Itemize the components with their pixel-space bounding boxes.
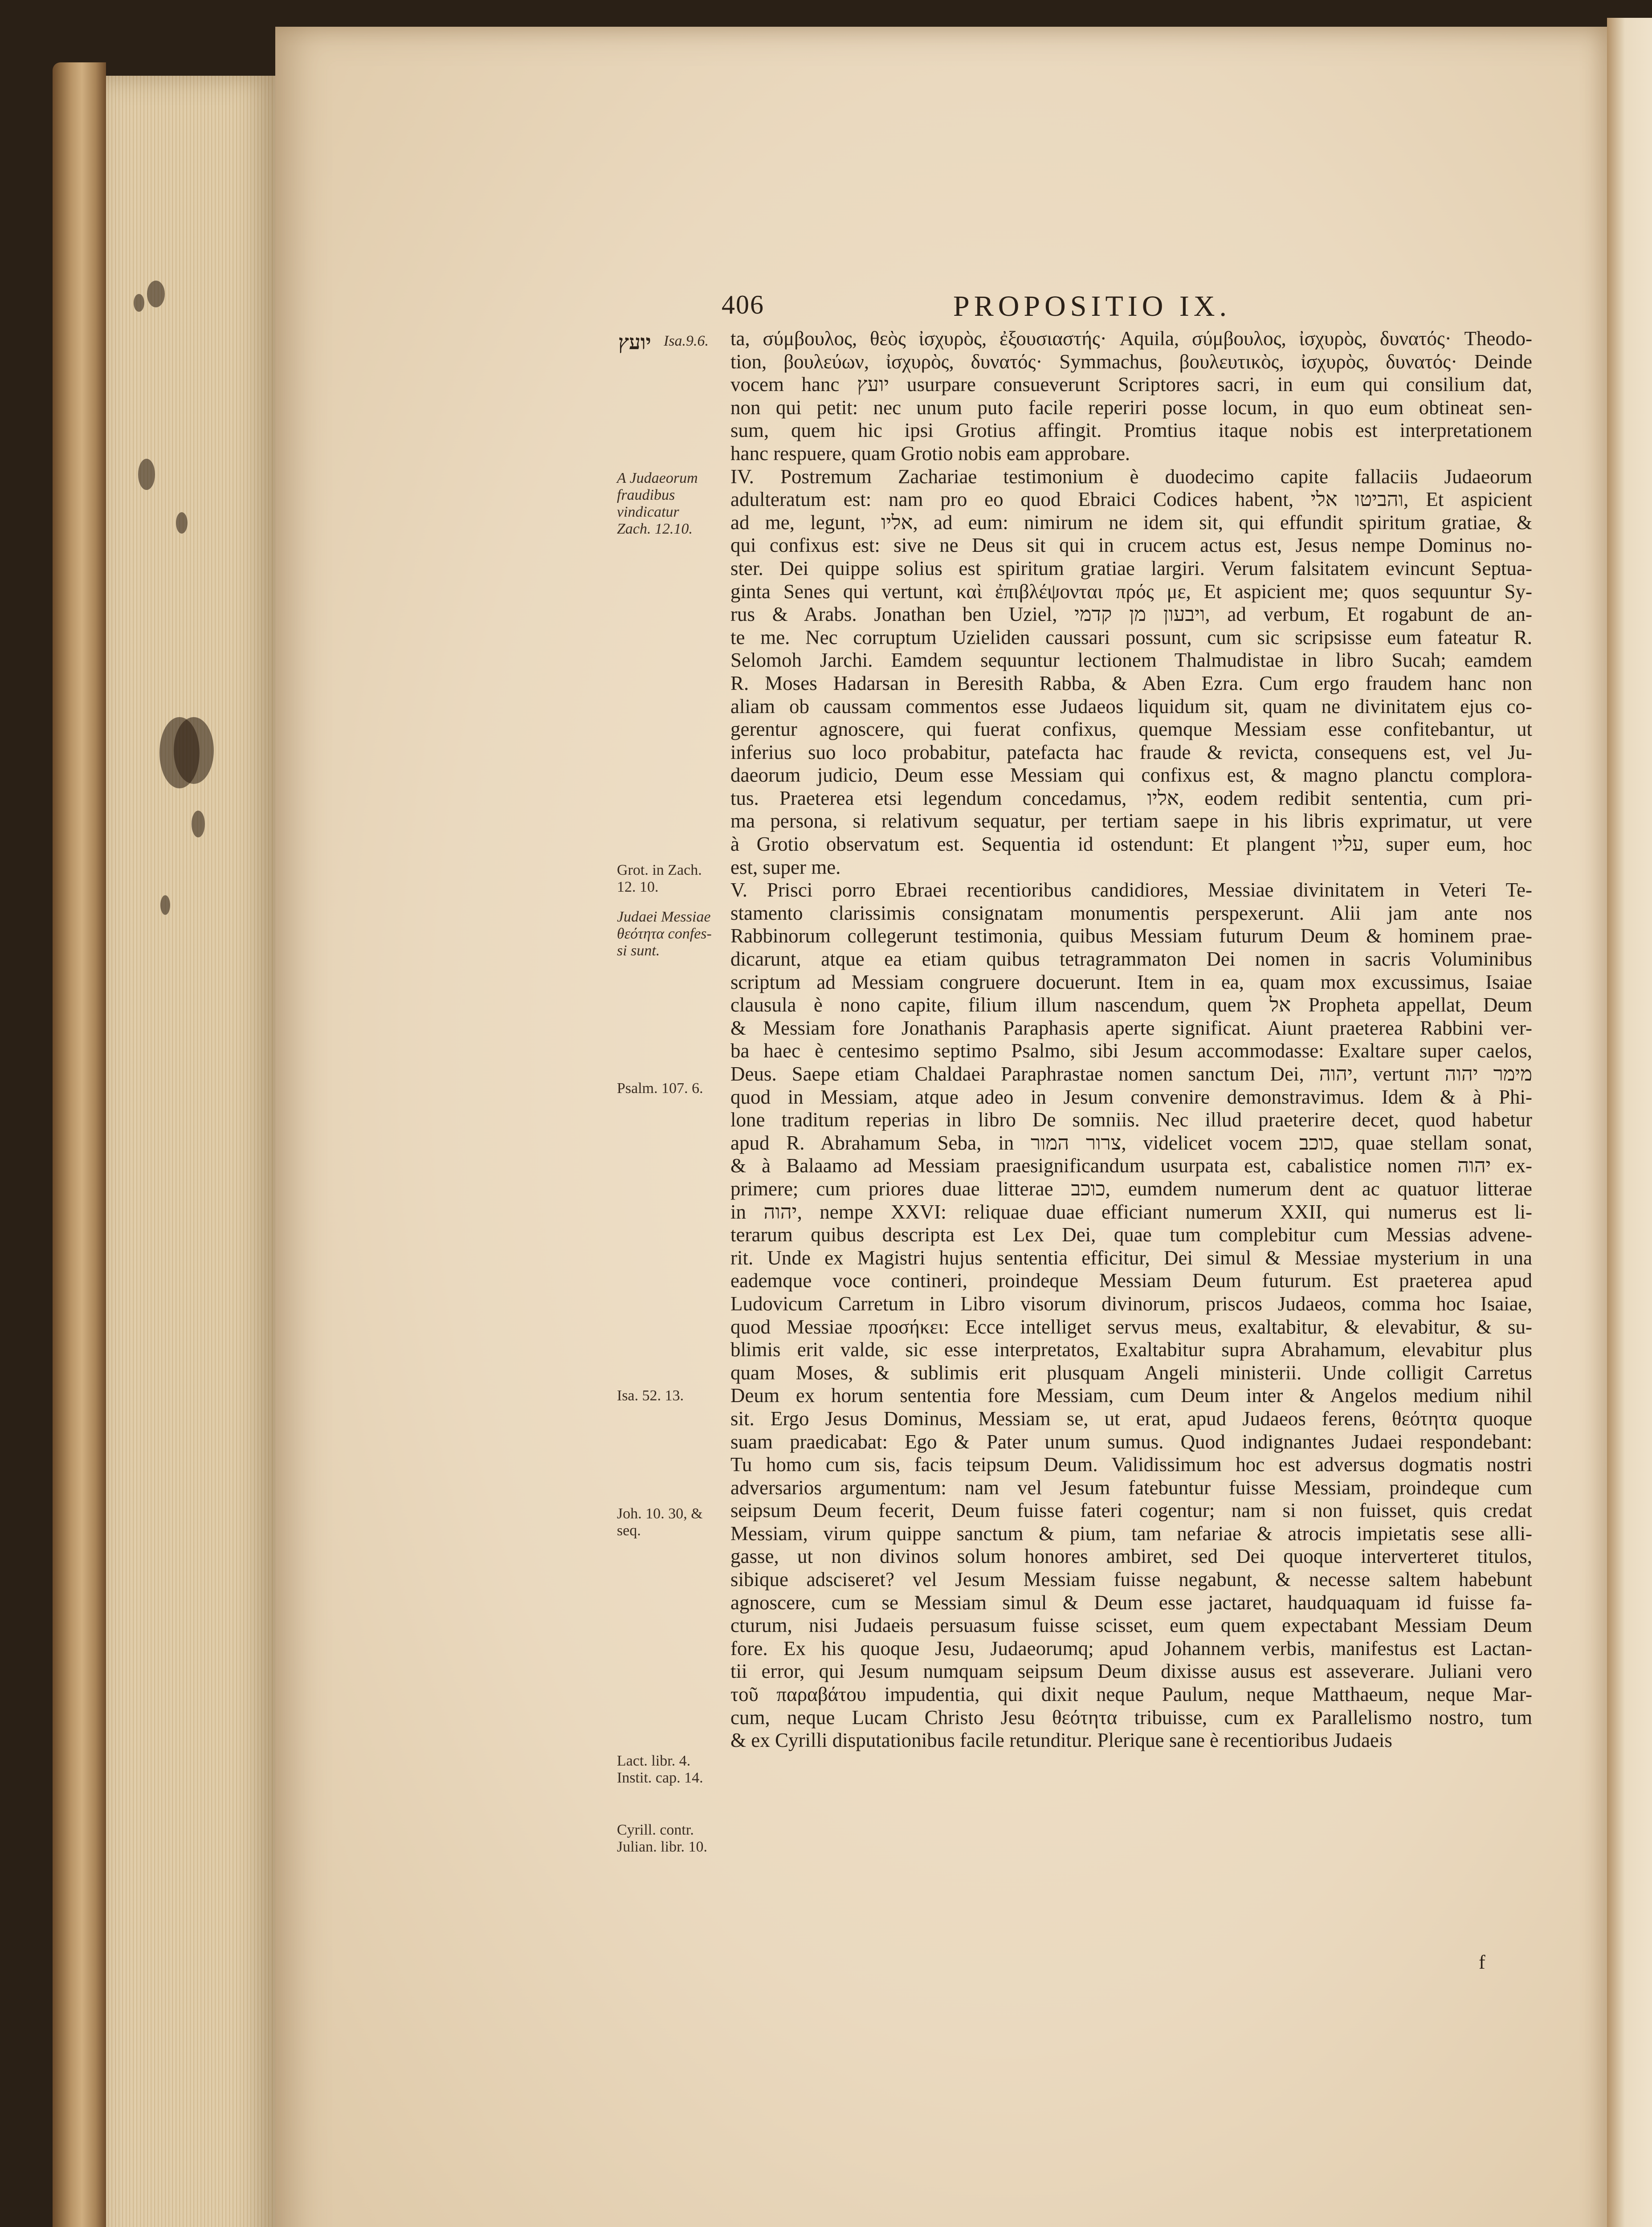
text-line: tus. Praeterea etsi legendum concedamus, אליו, eodem redibit sententia, cum pri- xyxy=(730,787,1532,809)
margin-note-line: Julian. libr. 10. xyxy=(617,1839,708,1855)
text-line: hanc respuere, quam Grotio nobis eam approbare. xyxy=(730,442,1130,465)
ink-stain xyxy=(147,281,165,307)
text-line: te me. Nec corruptum Uzieliden caussari possunt, cum sic scripsisse eum fateatur R. xyxy=(730,626,1532,649)
text-line: Messiam, virum quippe sanctum & pium, tam nefariae & atrocis impietatis sese alli- xyxy=(730,1522,1532,1545)
text-line: quod Messiae προσήκει: Ecce intelliget servus meus, exaltabitur, & elevabitur, & su- xyxy=(730,1315,1532,1338)
margin-note-line: Judaei Messiae xyxy=(617,909,711,925)
main-text-column xyxy=(730,327,1532,1752)
text-line: Selomoh Jarchi. Eamdem sequuntur lectionem Thalmudistae in libro Sucah; eamdem xyxy=(730,649,1532,672)
text-line: sit. Ergo Jesus Dominus, Messiam se, ut erat, apud Judaeos ferens, θεότητα quoque xyxy=(730,1407,1532,1430)
text-line: ma persona, si relativum sequatur, per tertiam saepe in his libris exprimatur, ut vere xyxy=(730,810,1532,832)
text-line: IV. Postremum Zachariae testimonium è duodecimo capite fallaciis Judaeorum xyxy=(730,465,1532,488)
text-line: ster. Dei quippe solius est spiritum gratiae largiri. Verum falsitatem evincunt Septua- xyxy=(730,557,1532,579)
text-line: in יהוה, nempe XXVI: reliquae duae efficiant numerum XXII, qui numerus est li- xyxy=(730,1200,1532,1223)
text-line: tii error, qui Jesum numquam seipsum Deum dixisse ausus est asseverare. Juliani vero xyxy=(730,1660,1532,1683)
text-line: & à Balaamo ad Messiam praesignificandum usurpata est, cabalistice nomen יהוה ex- xyxy=(730,1154,1532,1177)
text-line: non qui petit: nec unum puto facile reperiri posse locum, in quo eum obtineat sen- xyxy=(730,396,1532,419)
ink-stain xyxy=(174,717,214,784)
text-line: tion, βουλεύων, ἰσχυρὸς, δυνατός· Symmachus, βουλευτικὸς, ἰσχυρὸς, δυνατός· Deinde xyxy=(730,350,1532,373)
margin-reference-john xyxy=(617,1505,728,1539)
text-line: ba haec è centesimo septimo Psalmo, sibi Jesum accommodasse: Exaltare super caelos, xyxy=(730,1040,1532,1062)
text-line: apud R. Abrahamum Seba, in צרור המור, videlicet vocem כוכב, quae stellam sonat, xyxy=(730,1131,1532,1154)
margin-note-line: Lact. libr. 4. xyxy=(617,1753,691,1769)
margin-note-line: Joh. 10. 30, & xyxy=(617,1505,703,1522)
margin-note-line: vindicatur xyxy=(617,504,679,520)
text-line: ta, σύμβουλος, θεὸς ἰσχυρὸς, ἐξουσιαστής· Aquila, σύμβουλος, ἰσχυρὸς, δυνατός· Theodo- xyxy=(730,327,1532,350)
text-line: V. Prisci porro Ebraei recentioribus candidiores, Messiae divinitatem in Veteri Te- xyxy=(730,879,1532,901)
text-line: qui confixus est: sive ne Deus sit qui in crucem actus est, Jesus nempe Dominus no- xyxy=(730,534,1532,557)
text-line: adversarios argumentum: nam vel Jesum fatebuntur fuisse Messiam, proindeque cum xyxy=(730,1476,1532,1499)
text-line: seipsum Deum fecerit, Deum fuisse fateri cogentur; nam si non fuisset, quis credat xyxy=(730,1499,1532,1522)
text-line: stamento clarissimis consignatam monumentis perspexerunt. Alii jam ante nos xyxy=(730,901,1532,924)
text-line: cturum, nisi Judaeis persuasum fuisse scisset, eum quem expectabant Messiam Deum xyxy=(730,1614,1532,1637)
margin-reference-grotius xyxy=(617,862,728,896)
page-header xyxy=(722,290,1652,330)
text-line: adulteratum est: nam pro eo quod Ebraici Codices habent, והביטו אלי, Et aspicient xyxy=(730,488,1532,511)
text-line: sum, quem hic ipsi Grotius affingit. Promtius itaque nobis est interpretationem xyxy=(730,419,1532,442)
margin-note-line: A Judaeorum xyxy=(617,470,698,486)
page-number: 406 xyxy=(722,290,764,319)
margin-note-line: si sunt. xyxy=(617,942,660,959)
margin-reference-isaiah: Isa.9.6. xyxy=(664,333,709,349)
text-line: Ludovicum Carretum in Libro visorum divinorum, priscos Judaeos, comma hoc Isaiae, xyxy=(730,1292,1532,1315)
margin-reference-psalm: Psalm. 107. 6. xyxy=(617,1080,703,1097)
text-line: suam praedicabat: Ego & Pater unum sumus. Quod indignantes Judaei respondebant: xyxy=(730,1430,1532,1453)
text-line: gerentur agnoscere, qui fuerat confixus, quemque Messiam esse confitebantur, ut xyxy=(730,718,1532,741)
text-line: inferius suo loco probabitur, patefacta hac fraude & revicta, consequens est, vel Ju- xyxy=(730,741,1532,763)
book-spine-edge xyxy=(53,62,106,2227)
margin-hebrew-word: יועץ xyxy=(618,331,651,354)
text-line: ad me, legunt, אליו, ad eum: nimirum ne idem sit, qui effundit spiritum gratiae, & xyxy=(730,511,1532,534)
text-line: primere; cum priores duae litterae כוכב, eumdem numerum dent ac quatuor litterae xyxy=(730,1177,1532,1200)
margin-reference-cyril xyxy=(617,1822,728,1856)
running-title: PROPOSITIO IX. xyxy=(953,290,1232,322)
text-line: cum, neque Lucam Christo Jesu θεότητα tribuisse, cum ex Parallelismo nostro, tum xyxy=(730,1706,1532,1729)
margin-reference-isaiah-52: Isa. 52. 13. xyxy=(617,1387,684,1404)
margin-note-line: Instit. cap. 14. xyxy=(617,1770,703,1786)
text-line: clausula è nono capite, filium illum nascendum, quem אל Propheta appellat, Deum xyxy=(730,994,1532,1016)
margin-note-line: seq. xyxy=(617,1522,641,1539)
text-line: à Grotio observatum est. Sequentia id ostendunt: Et plangent עליו, super eum, hoc xyxy=(730,833,1532,856)
text-line: blimis erit valde, sic esse interpretatos, Exaltabitur supra Abrahamum, elevabitur plus xyxy=(730,1338,1532,1361)
text-line: agnoscere, cum se Messiam simul & Deum esse jactaret, haudquaquam id fuisse fa- xyxy=(730,1591,1532,1614)
text-line: terarum quibus descripta est Lex Dei, quae tum complebitur cum Messias advene- xyxy=(730,1224,1532,1246)
ink-stain xyxy=(176,512,188,534)
margin-note-judaei xyxy=(617,909,728,959)
ink-stain xyxy=(134,294,144,312)
text-line: τοῦ παραβάτου impudentia, qui dixit neque Paulum, neque Matthaeum, neque Mar- xyxy=(730,1683,1532,1706)
text-line: aliam ob caussam commentos esse Judaeos liquidum sit, quam ne divinitatem ejus co- xyxy=(730,695,1532,718)
margin-note-line: 12. 10. xyxy=(617,879,659,895)
margin-reference-lactantius xyxy=(617,1753,728,1786)
ink-stain xyxy=(160,895,170,915)
page-fore-edge xyxy=(106,76,275,2227)
text-line: R. Moses Hadarsan in Beresith Rabba, & Aben Ezra. Cum ergo fraudem hanc non xyxy=(730,672,1532,694)
margin-note-line: Zach. 12.10. xyxy=(617,521,693,537)
catchword: f xyxy=(1479,1951,1485,1973)
text-line: & Messiam fore Jonathanis Paraphasis aperte significat. Aiunt praeterea Rabbini ver- xyxy=(730,1016,1532,1039)
text-line: scriptum ad Messiam congruere docuerunt. Item in ea, quam mox excussimus, Isaiae xyxy=(730,971,1532,993)
text-line: Deum ex horum sententia fore Messiam, cum Deum inter & Angelos medium nihil xyxy=(730,1384,1532,1407)
ink-stain xyxy=(138,459,155,490)
margin-note-line: θεότητα confes- xyxy=(617,926,712,942)
text-line: ginta Senes qui vertunt, καὶ ἐπιβλέψονται πρός με, Et aspicient me; quos sequuntur Sy- xyxy=(730,580,1532,603)
text-line: fore. Ex his quoque Jesu, Judaeorumq; apud Johannem verbis, manifestus est Lactan- xyxy=(730,1637,1532,1660)
text-line: dicarunt, atque ea etiam quibus tetragrammaton Dei nomen in sacris Voluminibus xyxy=(730,948,1532,971)
text-line: gasse, ut non divinos solum honores ambiret, sed Dei quoque interverteret titulos, xyxy=(730,1545,1532,1568)
text-line: quod in Messiam, atque adeo in Jesum convenire demonstravimus. Idem & à Phi- xyxy=(730,1085,1532,1108)
margin-note-line: Cyrill. contr. xyxy=(617,1822,694,1838)
text-line: rus & Arabs. Jonathan ben Uziel, ויבעון מן קדמי, ad verbum, Et rogabunt de an- xyxy=(730,603,1532,626)
text-line: Deus. Saepe etiam Chaldaei Paraphrastae nomen sanctum Dei, יהוה, vertunt מימר יהוה xyxy=(730,1063,1532,1085)
text-line: est, super me. xyxy=(730,856,841,878)
margin-note-line: fraudibus xyxy=(617,487,675,503)
text-line: Rabbinorum collegerunt testimonia, quibus Messiam futurum Deum & hominem prae- xyxy=(730,925,1532,947)
text-line: sibique adsciseret? vel Jesum Messiam fuisse negabunt, & necesse saltem habebunt xyxy=(730,1568,1532,1591)
text-line: vocem hanc יועץ usurpare consueverunt Scriptores sacri, in eum qui consilium dat, xyxy=(730,373,1532,396)
margin-note-line: Grot. in Zach. xyxy=(617,862,702,878)
text-line: quam Moses, & sublimis erit plusquam Angeli ministerii. Unde colligit Carretus xyxy=(730,1361,1532,1384)
margin-note-judaeorum xyxy=(617,470,728,538)
adjacent-page-edge xyxy=(1607,18,1652,2227)
text-line: eademque voce contineri, proindeque Messiam Deum futurum. Est praeterea apud xyxy=(730,1269,1532,1292)
text-line: & ex Cyrilli disputationibus facile retunditur. Plerique sane è recentioribus Judaeis xyxy=(730,1729,1392,1752)
text-line: Tu homo cum sis, facis teipsum Deum. Validissimum hoc est adversus dogmatis nostri xyxy=(730,1453,1532,1476)
text-line: lone traditum reperias in libro De somniis. Nec illud praeterire decet, quod habetur xyxy=(730,1109,1532,1131)
text-line: daeorum judicio, Deum esse Messiam qui confixus est, & magno planctu complora- xyxy=(730,764,1532,787)
text-line: rit. Unde ex Magistri hujus sententia efficitur, Dei simul & Messiae mysterium in una xyxy=(730,1246,1532,1269)
ink-stain xyxy=(192,811,205,837)
